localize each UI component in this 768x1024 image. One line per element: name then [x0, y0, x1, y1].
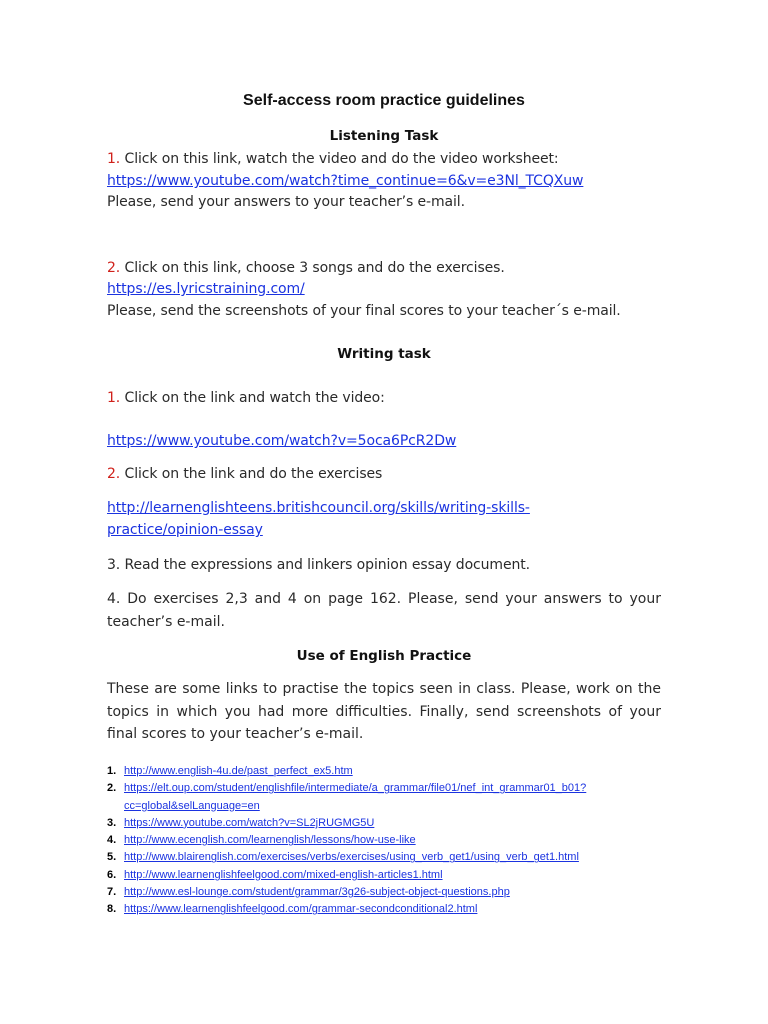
writing-item-4: 4. Do exercises 2,3 and 4 on page 162. Please, send your answers to your teacher’s e-mail. — [107, 591, 661, 630]
list-item — [107, 884, 586, 901]
list-item — [107, 901, 586, 918]
item-number: 1. — [107, 390, 121, 406]
practice-link[interactable]: https://www.learnenglishfeelgood.com/grammar-secondconditional2.html — [124, 903, 478, 916]
list-item — [107, 849, 586, 866]
list-number: 3. — [107, 816, 117, 829]
list-item — [107, 867, 586, 884]
listening-item-2 — [107, 260, 505, 276]
listening-item-1-note: Please, send your answers to your teacher’s e-mail. — [107, 194, 465, 210]
item-number: 2. — [107, 466, 121, 482]
list-number: 6. — [107, 868, 117, 881]
practice-link[interactable]: http://www.blairenglish.com/exercises/verbs/exercises/using_verb_get1/using_verb_get1.html — [124, 851, 579, 864]
practice-link[interactable]: https://www.youtube.com/watch?v=SL2jRUGMG5U — [124, 816, 375, 829]
practice-link[interactable]: https://elt.oup.com/student/englishfile/intermediate/a_grammar/file01/nef_int_grammar01_b01? — [124, 782, 587, 795]
list-number: 7. — [107, 886, 117, 899]
practice-link[interactable]: http://www.ecenglish.com/learnenglish/lessons/how-use-like — [124, 834, 416, 847]
writing-item-3: 3. Read the expressions and linkers opinion essay document. — [107, 557, 530, 573]
listening-item-2-note: Please, send the screenshots of your final scores to your teacher´s e-mail. — [107, 303, 621, 319]
item-number: 1. — [107, 151, 121, 167]
list-number: 1. — [107, 765, 117, 777]
use-of-english-intro: These are some links to practise the topics seen in class. Please, work on the topics in which you had more difficulties. Finally, send screenshots of your final scores to your teacher’s e-mail. — [107, 681, 661, 742]
list-number: 2. — [107, 782, 117, 795]
list-number: 8. — [107, 903, 117, 916]
list-number: 5. — [107, 851, 117, 864]
practice-link[interactable]: http://www.learnenglishfeelgood.com/mixed-english-articles1.html — [124, 868, 443, 881]
writing-heading: Writing task — [337, 346, 431, 362]
writing-item-2 — [107, 466, 382, 482]
britishcouncil-link-line-2[interactable]: practice/opinion-essay — [107, 522, 263, 538]
list-item — [107, 780, 586, 815]
writing-item-1 — [107, 390, 385, 406]
list-number: 4. — [107, 834, 117, 847]
page-title: Self-access room practice guidelines — [243, 92, 525, 109]
list-item — [107, 763, 586, 780]
use-of-english-heading: Use of English Practice — [296, 648, 472, 664]
list-item — [107, 815, 586, 832]
list-item — [107, 832, 586, 849]
lyricstraining-link[interactable]: https://es.lyricstraining.com/ — [107, 281, 305, 297]
youtube-video-link[interactable]: https://www.youtube.com/watch?v=5oca6PcR2Dw — [107, 433, 457, 449]
practice-link[interactable]: http://www.english-4u.de/past_perfect_ex5.htm — [124, 765, 353, 777]
practice-link[interactable]: http://www.esl-lounge.com/student/grammar/3g26-subject-object-questions.php — [124, 886, 510, 899]
listening-item-1 — [107, 151, 559, 167]
item-text: Click on the link and do the exercises — [120, 466, 383, 482]
practice-links-list — [107, 763, 586, 919]
practice-link-continued[interactable]: cc=global&selLanguage=en — [124, 799, 260, 812]
item-text: Click on the link and watch the video: — [120, 390, 385, 406]
item-text: Click on this link, watch the video and do the video worksheet: — [120, 151, 559, 167]
item-text: Click on this link, choose 3 songs and do the exercises. — [120, 260, 505, 276]
youtube-worksheet-link[interactable]: https://www.youtube.com/watch?time_continue=6&v=e3Nl_TCQXuw — [107, 173, 584, 189]
listening-heading: Listening Task — [329, 128, 439, 144]
britishcouncil-link-line-1[interactable]: http://learnenglishteens.britishcouncil.org/skills/writing-skills- — [107, 500, 530, 516]
item-number: 2. — [107, 260, 121, 276]
